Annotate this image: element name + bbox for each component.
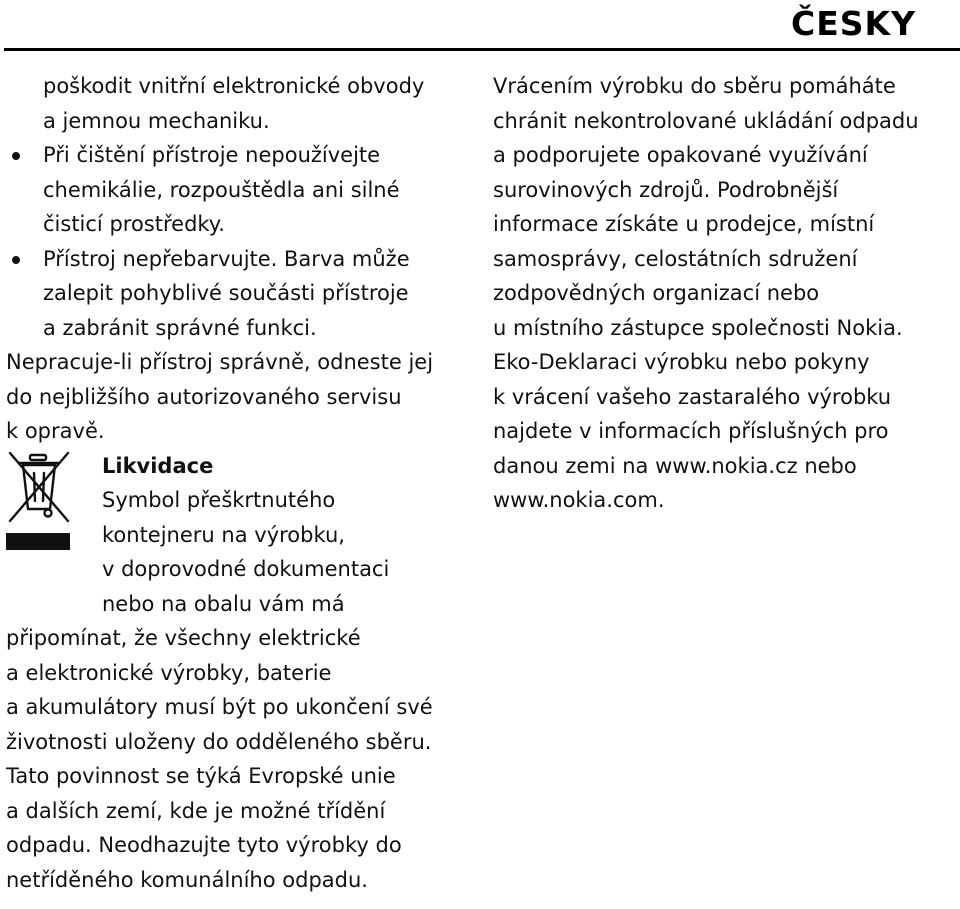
text-line: nebo na obalu vám má: [102, 591, 345, 616]
crossed-out-wheeled-bin-icon: [6, 451, 74, 559]
text-line: surovinových zdrojů. Podrobnější: [493, 177, 839, 202]
care-continuation: [6, 69, 476, 138]
text-line: k vrácení vašeho zastaralého výrobku: [493, 384, 892, 409]
bullet-item-cleaning: [6, 138, 476, 242]
text-line: k opravě.: [6, 419, 105, 443]
text-line: danou zemi na www.nokia.cz nebo: [493, 453, 857, 478]
text-line: Tato povinnost se týká Evropské unie: [6, 764, 396, 788]
text-line: v doprovodné dokumentaci: [102, 557, 390, 581]
text-line: www.nokia.com.: [493, 488, 665, 512]
text-line: připomínat, že všechny elektrické: [6, 626, 361, 650]
text-line: poškodit vnitřní elektronické obvody: [43, 74, 425, 98]
disposal-heading: Likvidace: [102, 453, 214, 478]
text-line: a jemnou mechaniku.: [43, 108, 270, 133]
service-paragraph: [6, 345, 476, 449]
disposal-section: [6, 449, 476, 898]
text-line: Nepracuje-li přístroj správně, odneste jej: [6, 350, 434, 374]
text-line: zalepit pohyblivé součásti přístroje: [43, 281, 409, 305]
text-line: samosprávy, celostátních sdružení: [493, 246, 858, 271]
text-line: netříděného komunálního odpadu.: [6, 867, 368, 892]
text-line: a elektronické výrobky, baterie: [6, 660, 332, 685]
text-line: chránit nekontrolované ukládání odpadu: [493, 108, 919, 133]
text-line: najdete v informacích příslušných pro: [493, 419, 889, 443]
text-line: Eko-Deklaraci výrobku nebo pokyny: [493, 350, 870, 374]
header-rule: [4, 48, 960, 51]
page-title: ČESKY: [791, 4, 916, 43]
text-line: informace získáte u prodejce, místní: [493, 212, 875, 236]
right-column: [493, 69, 955, 518]
text-line: Přístroj nepřebarvujte. Barva může: [43, 246, 410, 271]
text-line: odpadu. Neodhazujte tyto výrobky do: [6, 833, 402, 857]
text-line: Vrácením výrobku do sběru pomáháte: [493, 74, 896, 98]
text-line: zodpovědných organizací nebo: [493, 281, 820, 305]
text-line: chemikálie, rozpouštědla ani silné: [43, 177, 400, 202]
text-line: kontejneru na výrobku,: [102, 522, 345, 547]
text-line: Symbol přeškrtnutého: [102, 488, 336, 512]
text-line: a dalších zemí, kde je možné třídění: [6, 798, 386, 823]
text-line: a zabránit správné funkci.: [43, 315, 317, 340]
text-line: životnosti uloženy do odděleného sběru.: [6, 729, 432, 754]
text-line: u místního zástupce společnosti Nokia.: [493, 315, 903, 340]
text-line: a akumulátory musí být po ukončení své: [6, 695, 433, 719]
left-column: [6, 69, 476, 897]
text-line: Při čištění přístroje nepoužívejte: [43, 143, 381, 167]
text-line: čisticí prostředky.: [43, 212, 225, 236]
bullet-item-paint: [6, 242, 476, 346]
text-line: a podporujete opakované využívání: [493, 143, 868, 167]
text-line: do nejbližšího autorizovaného servisu: [6, 384, 402, 409]
